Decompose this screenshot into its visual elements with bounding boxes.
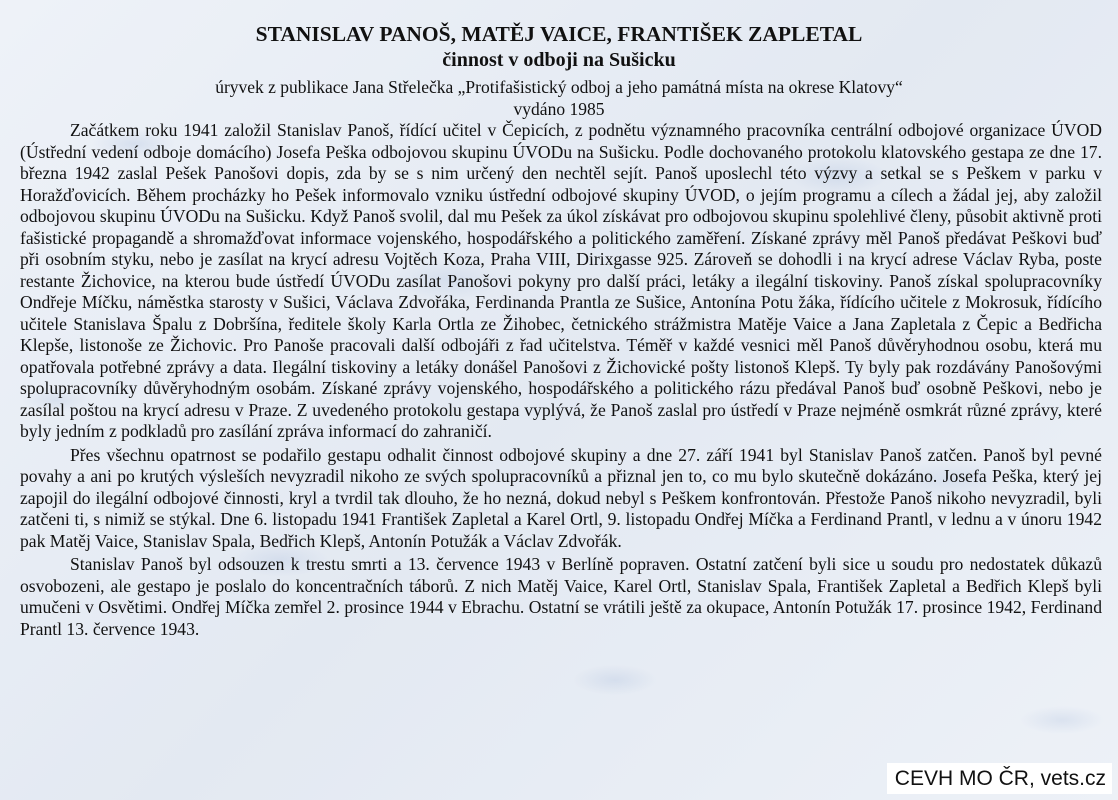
source-citation: úryvek z publikace Jana Střelečka „Protifašistický odboj a jeho památná místa na okrese Klatovy“ <box>215 77 903 97</box>
document-subtitle: činnost v odboji na Sušicku <box>442 49 676 71</box>
document-body <box>20 120 1102 642</box>
source-credit-label: CEVH MO ČR, vets.cz <box>887 763 1112 794</box>
paragraph-2: Přes všechnu opatrnost se podařilo gestapu odhalit činnost odbojové skupiny a dne 27. září 1941 byl Stanislav Panoš zatčen. Panoš byl pevné povahy a ani po krutých výsleších nevyzradil nikoho ze svých spolupracovníků a přiznal jen to, co mu bylo skutečně dokázáno. Josefa Peška, který jej zapojil do ilegální odbojové činnosti, kryl a tvrdil tak dlouho, že ho nezná, dokud nebyl s Peškem konfrontován. Přestože Panoš nikoho nevyzradil, byli zatčeni ti, s nimiž se stýkal. Dne 6. listopadu 1941 František Zapletal a Karel Ortl, 9. listopadu Ondřej Míčka a Ferdinand Prantl, v lednu a v únoru 1942 pak Matěj Vaice, Stanislav Spala, Bedřich Klepš, Antonín Potužák a Václav Zdvořák. <box>20 444 1102 551</box>
paragraph-1: Začátkem roku 1941 založil Stanislav Panoš, řídící učitel v Čepicích, z podnětu významného pracovníka centrální odbojové organizace ÚVOD (Ústřední vedení odboje domácího) Josefa Peška odbojovou skupinu ÚVODu na Sušicku. Podle dochovaného protokolu klatovského gestapa ze dne 17. března 1942 zaslal Pešek Panošovi dopis, zda by se s nim určený den nechtěl sejít. Panoš uposlechl této výzvy a setkal se s Peškem v parku v Horažďovicích. Během procházky ho Pešek informovalo vzniku ústřední odbojové skupiny ÚVOD, o jejím programu a cílech a žádal jej, aby založil odbojovou skupinu ÚVODu na Sušicku. Když Panoš svolil, dal mu Pešek za úkol získávat pro odbojovou skupinu spolehlivé členy, působit aktivně proti fašistické propagandě a shromažďovat informace vojenského, hospodářského a politického zaměření. Získané zprávy měl Panoš předávat Peškovi buď při osobním styku, nebo je zasílat na krycí adresu Vojtěch Koza, Praha VIII, Dirixgasse 925. Zároveň se dohodli i na krycí adrese Václav Ryba, poste restante Žichovice, na kterou bude ústředí ÚVODu zasílat Panošovi pokyny pro další práci, letáky a ilegální tiskoviny. Panoš získal spolupracovníky Ondřeje Míčku, náměstka starosty v Sušici, Václava Zdvořáka, Ferdinanda Prantla ze Sušice, Antonína Potu žáka, řídícího učitele z Mokrosuk, řídícího učitele Stanislava Špalu z Dobršína, ředitele školy Karla Ortla ze Žihobec, četnického strážmistra Matěje Vaice a Jana Zapletala z Čepic a Bedřicha Klepše, listonoše ze Žichovic. Pro Panoše pracovali další odbojáři z řad učitelstva. Téměř v každé vesnici měl Panoš důvěryhodnou osobu, která mu opatřovala potřebné zprávy a data. Ilegální tiskoviny a letáky donášel Panošovi z Žichovické pošty listonoš Klepš. Ty byly pak rozdávány Panošovými spolupracovníky důvěryhodným osobám. Získané zprávy vojenského, hospodářského a politického rázu předával Panoš buď osobně Peškovi, nebo je zasílal poštou na krycí adresu v Praze. Z uvedeného protokolu gestapa vyplývá, že Panoš zaslal pro ústředí v Praze nejméně osmkrát různé zprávy, které byly jedním z podkladů pro zasílání zpráva informací do zahraničí. <box>20 120 1102 441</box>
paragraph-3: Stanislav Panoš byl odsouzen k trestu smrti a 13. července 1943 v Berlíně popraven. Ostatní zatčení byli sice u soudu pro nedostatek důkazů osvobozeni, ale gestapo je poslalo do koncentračních táborů. Z nich Matěj Vaice, Karel Ortl, Stanislav Spala, František Zapletal a Bedřich Klepš byli umučeni v Osvětimi. Ondřej Míčka zemřel 2. prosince 1944 v Ebrachu. Ostatní se vrátili ještě za okupace, Antonín Potužák 17. prosince 1942, Ferdinand Prantl 13. července 1943. <box>20 554 1102 639</box>
document-title: STANISLAV PANOŠ, MATĚJ VAICE, FRANTIŠEK ZAPLETAL <box>255 22 863 46</box>
publication-year: vydáno 1985 <box>513 99 605 119</box>
